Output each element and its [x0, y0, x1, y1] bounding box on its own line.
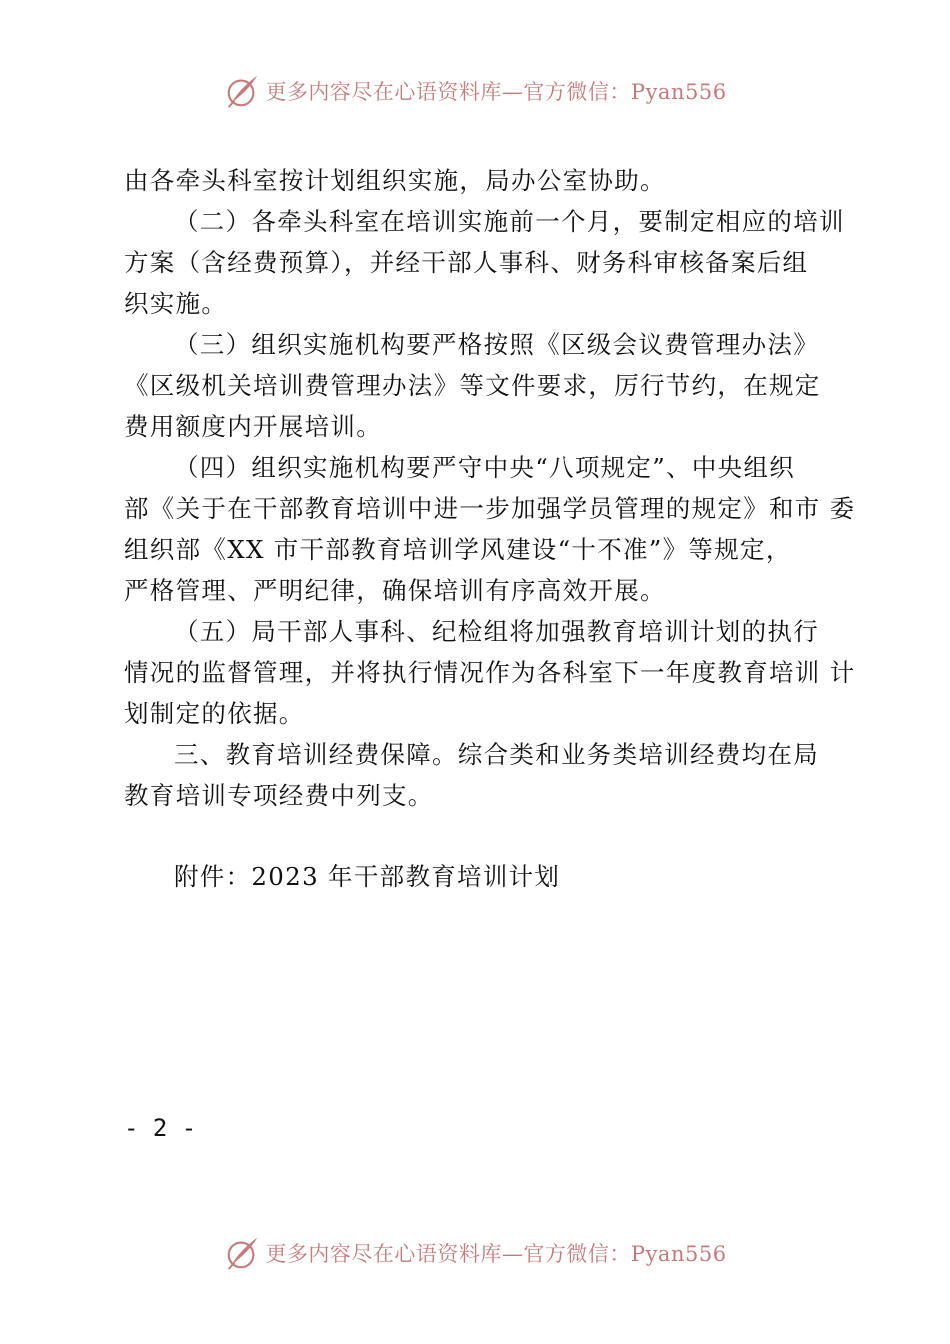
paragraph-line: 费用额度内开展培训。 — [124, 412, 382, 441]
paragraph-line: （五）局干部人事科、纪检组将加强教育培训计划的执行 — [174, 617, 819, 646]
paragraph-line: 情况的监督管理，并将执行情况作为各科室下一年度教育培训 计 — [124, 658, 856, 687]
attachment-line: 附件：2023 年干部教育培训计划 — [174, 862, 561, 891]
paragraph-line: 三、教育培训经费保障。综合类和业务类培训经费均在局 — [174, 740, 819, 769]
document-body — [124, 160, 856, 897]
page-number: - 2 - — [124, 1114, 197, 1142]
paragraph-line: 织实施。 — [124, 289, 228, 318]
paragraph-line: 划制定的依据。 — [124, 699, 305, 728]
paragraph-line: 严格管理、严明纪律，确保培训有序高效开展。 — [124, 576, 666, 605]
paragraph-line: 由各牵头科室按计划组织实施，局办公室协助。 — [124, 166, 666, 195]
spacer — [124, 816, 834, 856]
paragraph-line: 部《关于在干部教育培训中进一步加强学员管理的规定》和市 委 — [124, 494, 856, 523]
paragraph-line: 教育培训专项经费中列支。 — [124, 781, 434, 810]
watermark-footer — [0, 1228, 950, 1278]
paragraph-line: 《区级机关培训费管理办法》等文件要求，厉行节约，在规定 — [124, 371, 821, 400]
feather-quill-icon — [223, 72, 261, 110]
watermark-text: 更多内容尽在心语资料库—官方微信：Pyan556 — [265, 80, 727, 104]
feather-quill-icon — [223, 1234, 261, 1272]
paragraph-line: （四）组织实施机构要严守中央“八项规定”、中央组织 — [174, 453, 796, 482]
paragraph-line: 组织部《XX 市干部教育培训学风建设“十不准”》等规定， — [124, 535, 792, 564]
paragraph-line: 方案（含经费预算），并经干部人事科、财务科审核备案后组 — [124, 248, 809, 277]
watermark-header — [0, 66, 950, 116]
paragraph-line: （三）组织实施机构要严格按照《区级会议费管理办法》 — [174, 330, 819, 359]
watermark-text: 更多内容尽在心语资料库—官方微信：Pyan556 — [265, 1242, 727, 1266]
paragraph-line: （二）各牵头科室在培训实施前一个月，要制定相应的培训 — [174, 207, 845, 236]
